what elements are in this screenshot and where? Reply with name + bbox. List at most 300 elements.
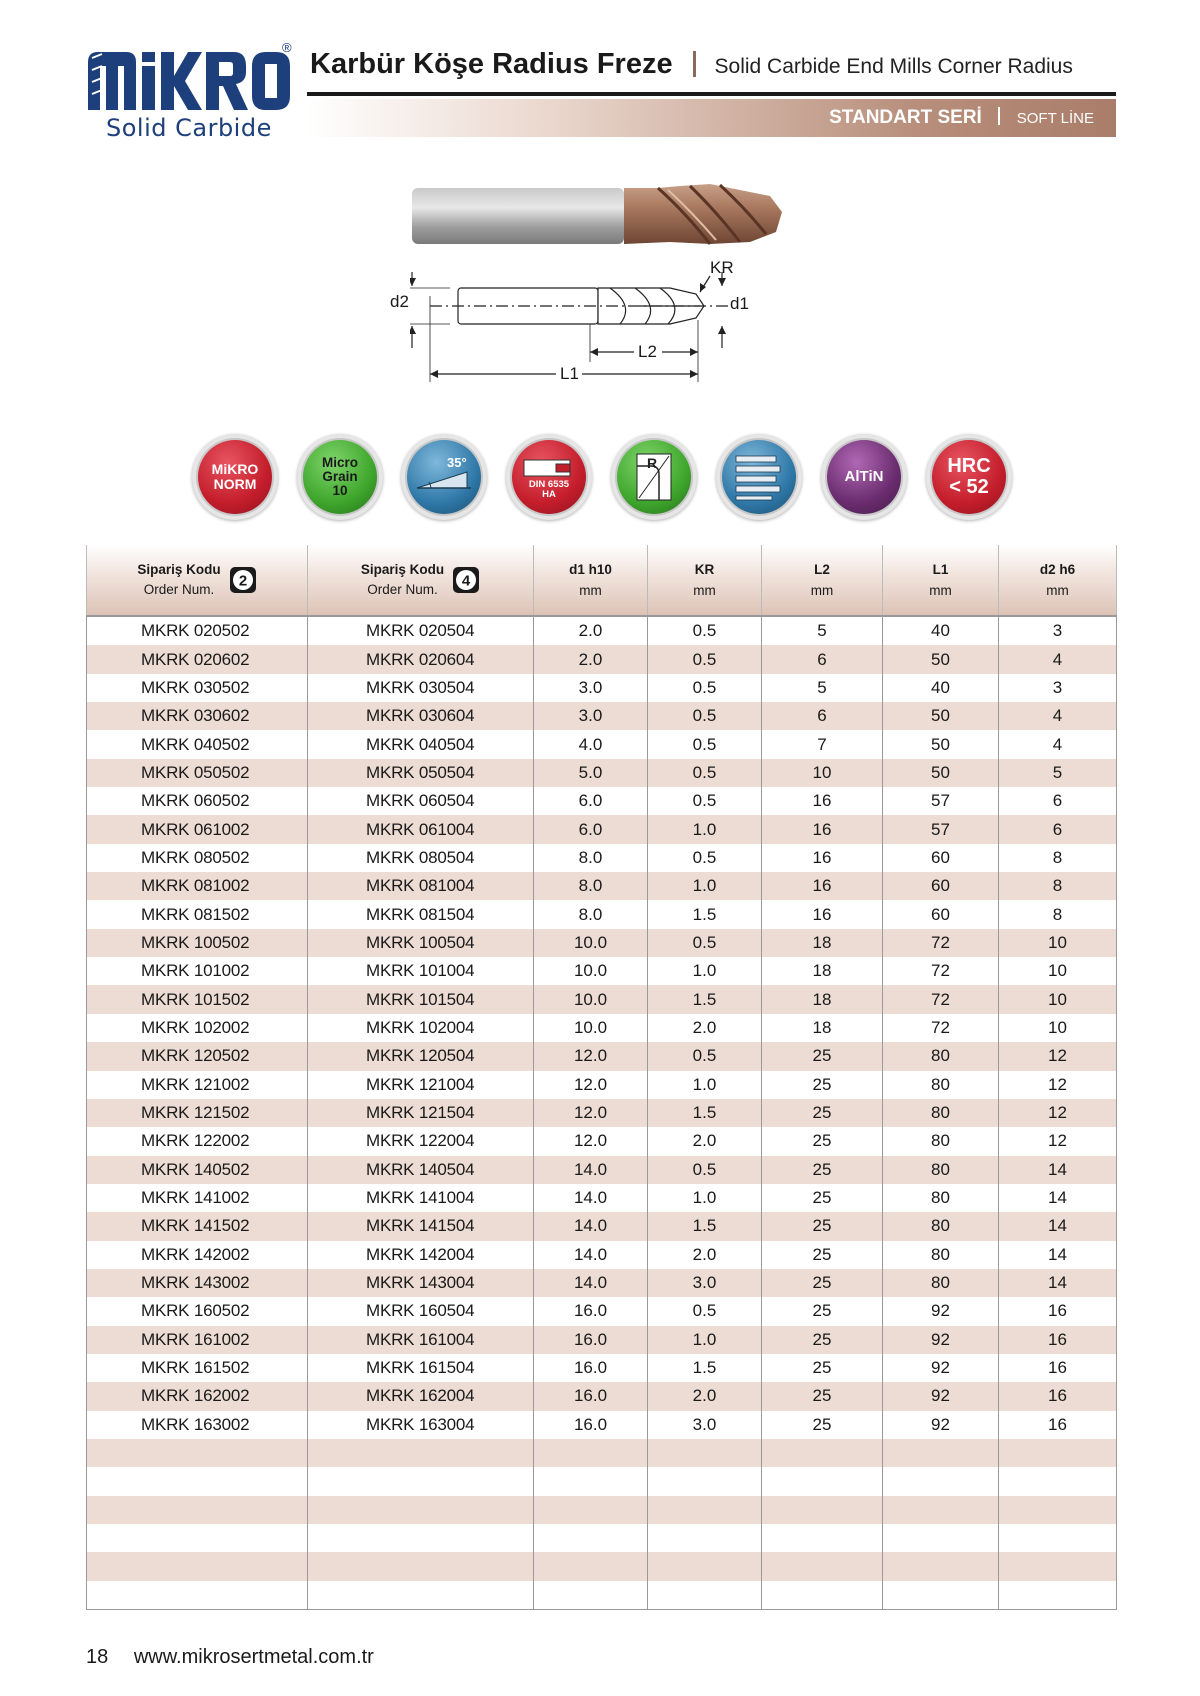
- table-cell: 14.0: [534, 1269, 648, 1297]
- table-cell: [648, 1581, 762, 1610]
- table-cell: 25: [762, 1071, 883, 1099]
- table-cell: 10: [999, 1014, 1117, 1042]
- table-cell: MKRK 160502: [87, 1297, 308, 1325]
- table-cell: [648, 1552, 762, 1580]
- table-cell: 1.5: [648, 1099, 762, 1127]
- table-cell: 2.0: [648, 1014, 762, 1042]
- table-cell: 18: [762, 985, 883, 1013]
- title-turkish: Karbür Köşe Radius Freze: [310, 48, 673, 80]
- table-body: [87, 616, 1117, 1610]
- label-d1: d1: [730, 294, 749, 313]
- brand-tagline: Solid Carbide: [106, 114, 272, 142]
- table-cell: 2.0: [534, 616, 648, 645]
- title-divider: [693, 51, 696, 77]
- table-cell: 1.0: [648, 957, 762, 985]
- table-cell: 16: [762, 815, 883, 843]
- table-cell: 1.0: [648, 1184, 762, 1212]
- table-cell: MKRK 061002: [87, 815, 308, 843]
- table-cell: [648, 1439, 762, 1467]
- table-header-row: [87, 545, 1117, 616]
- table-row: [87, 957, 1117, 985]
- table-cell: MKRK 020502: [87, 616, 308, 645]
- table-cell: [883, 1552, 999, 1580]
- table-cell: [883, 1496, 999, 1524]
- table-cell: 25: [762, 1241, 883, 1269]
- badge-helix-angle: 35°: [401, 434, 487, 520]
- table-cell: 57: [883, 787, 999, 815]
- table-cell: 72: [883, 1014, 999, 1042]
- table-cell: 18: [762, 929, 883, 957]
- table-cell: 14: [999, 1156, 1117, 1184]
- table-cell: 50: [883, 759, 999, 787]
- col-order-2-flute: Sipariş Kodu Order Num. 2: [87, 545, 308, 616]
- table-cell: MKRK 160504: [308, 1297, 534, 1325]
- table-cell: 2.0: [648, 1241, 762, 1269]
- table-cell: [87, 1496, 308, 1524]
- table-row: [87, 702, 1117, 730]
- table-cell: MKRK 101002: [87, 957, 308, 985]
- table-cell: 92: [883, 1297, 999, 1325]
- table-cell: 50: [883, 645, 999, 673]
- table-cell: [883, 1524, 999, 1552]
- four-flute-icon: [452, 566, 480, 594]
- table-cell: MKRK 101504: [308, 985, 534, 1013]
- table-cell: 57: [883, 815, 999, 843]
- table-cell: 92: [883, 1354, 999, 1382]
- table-cell: 50: [883, 702, 999, 730]
- table-row: [87, 1014, 1117, 1042]
- table-row: [87, 1099, 1117, 1127]
- table-cell: [308, 1581, 534, 1610]
- table-cell: 1.5: [648, 985, 762, 1013]
- table-cell: 0.5: [648, 844, 762, 872]
- table-cell: MKRK 081504: [308, 900, 534, 928]
- table-cell: 25: [762, 1411, 883, 1439]
- page-header: [310, 48, 1073, 81]
- table-row: [87, 1467, 1117, 1495]
- table-cell: [883, 1581, 999, 1610]
- table-cell: MKRK 101004: [308, 957, 534, 985]
- table-cell: [648, 1467, 762, 1495]
- table-cell: 6: [762, 645, 883, 673]
- table-cell: 6: [999, 787, 1117, 815]
- end-mill-image: [410, 182, 790, 250]
- table-cell: [534, 1524, 648, 1552]
- table-cell: MKRK 142002: [87, 1241, 308, 1269]
- badge-tool-types: [716, 434, 802, 520]
- table-cell: MKRK 140502: [87, 1156, 308, 1184]
- table-cell: [534, 1496, 648, 1524]
- table-cell: 25: [762, 1354, 883, 1382]
- table-row: [87, 1127, 1117, 1155]
- label-l1: L1: [560, 364, 579, 383]
- table-cell: 12: [999, 1099, 1117, 1127]
- table-cell: 40: [883, 616, 999, 645]
- table-cell: 80: [883, 1156, 999, 1184]
- table-cell: 80: [883, 1184, 999, 1212]
- table-cell: 12: [999, 1071, 1117, 1099]
- table-cell: 14.0: [534, 1156, 648, 1184]
- table-cell: 14.0: [534, 1184, 648, 1212]
- table-cell: 16: [999, 1297, 1117, 1325]
- table-cell: MKRK 040502: [87, 730, 308, 758]
- table-cell: 10: [999, 985, 1117, 1013]
- table-row: [87, 1411, 1117, 1439]
- table-row: [87, 985, 1117, 1013]
- table-cell: 0.5: [648, 645, 762, 673]
- series-divider: [998, 107, 1000, 125]
- table-cell: 2.0: [648, 1127, 762, 1155]
- table-row: [87, 616, 1117, 645]
- website-url: www.mikrosertmetal.com.tr: [133, 1646, 374, 1668]
- table-cell: [534, 1581, 648, 1610]
- table-row: [87, 1354, 1117, 1382]
- table-cell: 12: [999, 1042, 1117, 1070]
- table-cell: MKRK 121504: [308, 1099, 534, 1127]
- table-cell: 10: [999, 957, 1117, 985]
- table-cell: 7: [762, 730, 883, 758]
- badge-hardness: HRC < 52: [926, 434, 1012, 520]
- table-cell: MKRK 121502: [87, 1099, 308, 1127]
- table-cell: MKRK 040504: [308, 730, 534, 758]
- table-cell: [308, 1552, 534, 1580]
- col-d1: d1 h10 mm: [534, 545, 648, 616]
- table-cell: MKRK 161002: [87, 1326, 308, 1354]
- table-cell: 92: [883, 1326, 999, 1354]
- table-cell: 25: [762, 1382, 883, 1410]
- table-cell: 16: [999, 1411, 1117, 1439]
- table-row: [87, 1184, 1117, 1212]
- table-cell: 80: [883, 1099, 999, 1127]
- product-table: [86, 545, 1116, 1610]
- badge-mikro-norm: MiKRO NORM: [192, 434, 278, 520]
- two-flute-icon: [229, 566, 257, 594]
- table-cell: 10.0: [534, 1014, 648, 1042]
- table-cell: 50: [883, 730, 999, 758]
- page-number: 18: [86, 1646, 109, 1668]
- table-cell: 16: [999, 1326, 1117, 1354]
- table-row: [87, 815, 1117, 843]
- table-cell: 25: [762, 1326, 883, 1354]
- table-cell: [648, 1496, 762, 1524]
- table-cell: 5: [762, 674, 883, 702]
- table-cell: [999, 1439, 1117, 1467]
- series-label: STANDART SERİ: [829, 107, 982, 128]
- table-cell: 80: [883, 1071, 999, 1099]
- col-kr: KR mm: [648, 545, 762, 616]
- table-cell: 80: [883, 1241, 999, 1269]
- table-cell: 8.0: [534, 872, 648, 900]
- table-row: [87, 1496, 1117, 1524]
- table-cell: 14: [999, 1184, 1117, 1212]
- table-cell: 12.0: [534, 1071, 648, 1099]
- table-cell: MKRK 080502: [87, 844, 308, 872]
- table-cell: 60: [883, 872, 999, 900]
- svg-text:2: 2: [238, 572, 247, 590]
- label-l2: L2: [638, 342, 657, 361]
- table-cell: [308, 1524, 534, 1552]
- col-order-4-flute: Sipariş Kodu Order Num. 4: [308, 545, 534, 616]
- table-cell: 5.0: [534, 759, 648, 787]
- table-cell: 40: [883, 674, 999, 702]
- table-cell: 0.5: [648, 730, 762, 758]
- table-cell: MKRK 030504: [308, 674, 534, 702]
- table-cell: 5: [999, 759, 1117, 787]
- table-cell: MKRK 141504: [308, 1212, 534, 1240]
- label-kr: KR: [710, 258, 734, 277]
- table-cell: 0.5: [648, 702, 762, 730]
- table-row: [87, 1524, 1117, 1552]
- table-row: [87, 1326, 1117, 1354]
- col-d2: d2 h6 mm: [999, 545, 1117, 616]
- table-cell: 0.5: [648, 787, 762, 815]
- table-cell: 12: [999, 1127, 1117, 1155]
- table-cell: 4: [999, 730, 1117, 758]
- table-row: [87, 929, 1117, 957]
- helix-angle-icon: [407, 440, 481, 514]
- table-cell: [534, 1467, 648, 1495]
- table-cell: MKRK 100504: [308, 929, 534, 957]
- table-cell: 10: [999, 929, 1117, 957]
- table-cell: 10.0: [534, 957, 648, 985]
- dimension-diagram: [390, 258, 790, 417]
- table-cell: [762, 1467, 883, 1495]
- table-cell: MKRK 121004: [308, 1071, 534, 1099]
- table-row: [87, 1269, 1117, 1297]
- label-d2: d2: [390, 292, 409, 311]
- table-cell: 16.0: [534, 1411, 648, 1439]
- table-cell: 14: [999, 1212, 1117, 1240]
- table-cell: 14.0: [534, 1212, 648, 1240]
- table-cell: 0.5: [648, 674, 762, 702]
- table-cell: 92: [883, 1382, 999, 1410]
- table-cell: [883, 1467, 999, 1495]
- table-cell: 16: [999, 1382, 1117, 1410]
- table-cell: MKRK 163002: [87, 1411, 308, 1439]
- table-cell: 16: [762, 900, 883, 928]
- table-cell: [762, 1581, 883, 1610]
- table-cell: [87, 1552, 308, 1580]
- table-cell: MKRK 020504: [308, 616, 534, 645]
- table-cell: 3.0: [534, 674, 648, 702]
- table-cell: [999, 1552, 1117, 1580]
- table-cell: 92: [883, 1411, 999, 1439]
- table-cell: 0.5: [648, 1042, 762, 1070]
- table-cell: [762, 1496, 883, 1524]
- table-cell: 14.0: [534, 1241, 648, 1269]
- table-cell: 25: [762, 1212, 883, 1240]
- table-cell: 8: [999, 872, 1117, 900]
- table-cell: MKRK 020602: [87, 645, 308, 673]
- table-cell: 16.0: [534, 1354, 648, 1382]
- table-cell: [87, 1467, 308, 1495]
- table-cell: [999, 1496, 1117, 1524]
- table-cell: 1.5: [648, 900, 762, 928]
- table-cell: MKRK 101502: [87, 985, 308, 1013]
- table-cell: MKRK 060504: [308, 787, 534, 815]
- table-cell: 10.0: [534, 929, 648, 957]
- table-cell: MKRK 050502: [87, 759, 308, 787]
- table-cell: MKRK 162002: [87, 1382, 308, 1410]
- table-cell: 1.0: [648, 1071, 762, 1099]
- table-cell: 3.0: [534, 702, 648, 730]
- mikro-wordmark-icon: [86, 44, 291, 114]
- table-cell: 1.5: [648, 1354, 762, 1382]
- table-row: [87, 1552, 1117, 1580]
- table-cell: 16: [999, 1354, 1117, 1382]
- table-cell: 16: [762, 787, 883, 815]
- table-cell: MKRK 120502: [87, 1042, 308, 1070]
- table-cell: MKRK 122002: [87, 1127, 308, 1155]
- table-cell: [87, 1439, 308, 1467]
- table-row: [87, 1297, 1117, 1325]
- table-cell: 25: [762, 1042, 883, 1070]
- table-cell: 3: [999, 616, 1117, 645]
- table-cell: 60: [883, 844, 999, 872]
- table-cell: [534, 1439, 648, 1467]
- table-cell: [762, 1524, 883, 1552]
- table-cell: 0.5: [648, 1156, 762, 1184]
- series-banner: [307, 99, 1116, 137]
- table-cell: MKRK 140504: [308, 1156, 534, 1184]
- table-cell: 60: [883, 900, 999, 928]
- table-cell: MKRK 030602: [87, 702, 308, 730]
- badge-corner-radius: R: [611, 434, 697, 520]
- table-cell: MKRK 141002: [87, 1184, 308, 1212]
- table-cell: MKRK 030502: [87, 674, 308, 702]
- table-cell: 0.5: [648, 929, 762, 957]
- title-english: Solid Carbide End Mills Corner Radius: [714, 55, 1073, 78]
- col-l1: L1 mm: [883, 545, 999, 616]
- table-row: [87, 1156, 1117, 1184]
- table-cell: 14: [999, 1269, 1117, 1297]
- table-cell: 8: [999, 900, 1117, 928]
- table-cell: 16: [762, 872, 883, 900]
- table-cell: 2.0: [534, 645, 648, 673]
- table-cell: MKRK 143004: [308, 1269, 534, 1297]
- table-cell: MKRK 102002: [87, 1014, 308, 1042]
- table-row: [87, 1042, 1117, 1070]
- page-footer: [86, 1646, 374, 1669]
- table-cell: 1.0: [648, 872, 762, 900]
- table-cell: 8.0: [534, 844, 648, 872]
- table-cell: MKRK 030604: [308, 702, 534, 730]
- table-cell: MKRK 102004: [308, 1014, 534, 1042]
- table-cell: 10.0: [534, 985, 648, 1013]
- table-cell: 0.5: [648, 616, 762, 645]
- table-cell: MKRK 020604: [308, 645, 534, 673]
- table-cell: 8.0: [534, 900, 648, 928]
- table-cell: MKRK 142004: [308, 1241, 534, 1269]
- table-cell: [762, 1439, 883, 1467]
- table-cell: MKRK 081502: [87, 900, 308, 928]
- table-row: [87, 1581, 1117, 1610]
- table-cell: MKRK 161504: [308, 1354, 534, 1382]
- table-cell: 6: [762, 702, 883, 730]
- table-cell: 14: [999, 1241, 1117, 1269]
- shank-icon: [512, 440, 586, 514]
- table-cell: 4.0: [534, 730, 648, 758]
- table-cell: [308, 1496, 534, 1524]
- table-cell: [648, 1524, 762, 1552]
- table-cell: 18: [762, 1014, 883, 1042]
- table-cell: [762, 1552, 883, 1580]
- table-cell: 3.0: [648, 1411, 762, 1439]
- table-cell: [308, 1439, 534, 1467]
- table-cell: MKRK 141502: [87, 1212, 308, 1240]
- badge-din-6535: DIN 6535 HA: [506, 434, 592, 520]
- table-cell: 3.0: [648, 1269, 762, 1297]
- corner-radius-icon: [617, 440, 691, 514]
- table-cell: 5: [762, 616, 883, 645]
- table-row: [87, 759, 1117, 787]
- table-cell: 0.5: [648, 759, 762, 787]
- table-cell: 6.0: [534, 787, 648, 815]
- table-cell: 25: [762, 1269, 883, 1297]
- table-cell: [87, 1524, 308, 1552]
- col-l2: L2 mm: [762, 545, 883, 616]
- table-cell: [999, 1581, 1117, 1610]
- table-cell: 12.0: [534, 1099, 648, 1127]
- table-cell: MKRK 060502: [87, 787, 308, 815]
- table-cell: MKRK 120504: [308, 1042, 534, 1070]
- table-row: [87, 730, 1117, 758]
- series-sublabel: SOFT LİNE: [1016, 110, 1094, 127]
- table-cell: MKRK 162004: [308, 1382, 534, 1410]
- table-cell: MKRK 061004: [308, 815, 534, 843]
- badge-coating: AlTiN: [821, 434, 907, 520]
- table-cell: 4: [999, 702, 1117, 730]
- table-cell: MKRK 080504: [308, 844, 534, 872]
- table-row: [87, 1439, 1117, 1467]
- table-cell: 16.0: [534, 1382, 648, 1410]
- table-cell: [999, 1524, 1117, 1552]
- table-cell: 16: [762, 844, 883, 872]
- table-cell: 25: [762, 1127, 883, 1155]
- table-cell: 2.0: [648, 1382, 762, 1410]
- table-cell: 72: [883, 957, 999, 985]
- table-cell: 72: [883, 985, 999, 1013]
- table-cell: MKRK 081004: [308, 872, 534, 900]
- svg-text:4: 4: [461, 572, 471, 590]
- table-cell: MKRK 163004: [308, 1411, 534, 1439]
- table-row: [87, 1212, 1117, 1240]
- table-row: [87, 787, 1117, 815]
- table-cell: [999, 1467, 1117, 1495]
- table-cell: 10: [762, 759, 883, 787]
- table-cell: [308, 1467, 534, 1495]
- table-cell: 1.5: [648, 1212, 762, 1240]
- table-row: [87, 844, 1117, 872]
- table-cell: [534, 1552, 648, 1580]
- table-cell: 80: [883, 1269, 999, 1297]
- registered-mark: ®: [282, 40, 292, 55]
- table-row: [87, 900, 1117, 928]
- table-cell: 25: [762, 1156, 883, 1184]
- table-cell: 4: [999, 645, 1117, 673]
- table-cell: [883, 1439, 999, 1467]
- table-cell: 80: [883, 1212, 999, 1240]
- table-cell: MKRK 143002: [87, 1269, 308, 1297]
- table-cell: 6: [999, 815, 1117, 843]
- table-cell: 16.0: [534, 1297, 648, 1325]
- table-cell: 80: [883, 1042, 999, 1070]
- header-rule: [307, 92, 1116, 96]
- table-cell: 72: [883, 929, 999, 957]
- table-row: [87, 1382, 1117, 1410]
- table-cell: 8: [999, 844, 1117, 872]
- table-cell: MKRK 122004: [308, 1127, 534, 1155]
